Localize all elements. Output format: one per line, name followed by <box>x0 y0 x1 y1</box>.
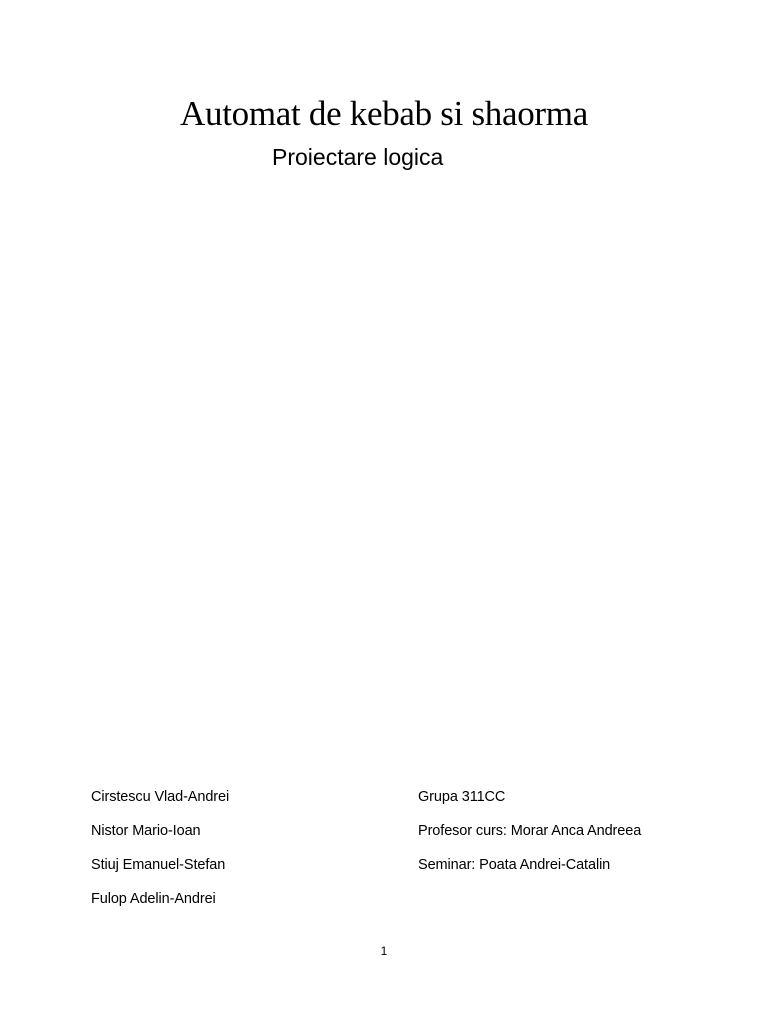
student-name: Stiuj Emanuel-Stefan <box>91 857 226 873</box>
document-title: Automat de kebab si shaorma <box>180 94 588 133</box>
seminar-label: Seminar: Poata Andrei-Catalin <box>418 857 611 873</box>
page-number: 1 <box>380 944 388 958</box>
student-name: Cirstescu Vlad-Andrei <box>91 789 230 805</box>
group-label: Grupa 311CC <box>418 789 506 805</box>
professor-label: Profesor curs: Morar Anca Andreea <box>418 823 642 839</box>
document-subtitle: Proiectare logica <box>272 144 444 170</box>
student-name: Nistor Mario-Ioan <box>91 823 201 839</box>
student-name: Fulop Adelin-Andrei <box>91 891 216 907</box>
